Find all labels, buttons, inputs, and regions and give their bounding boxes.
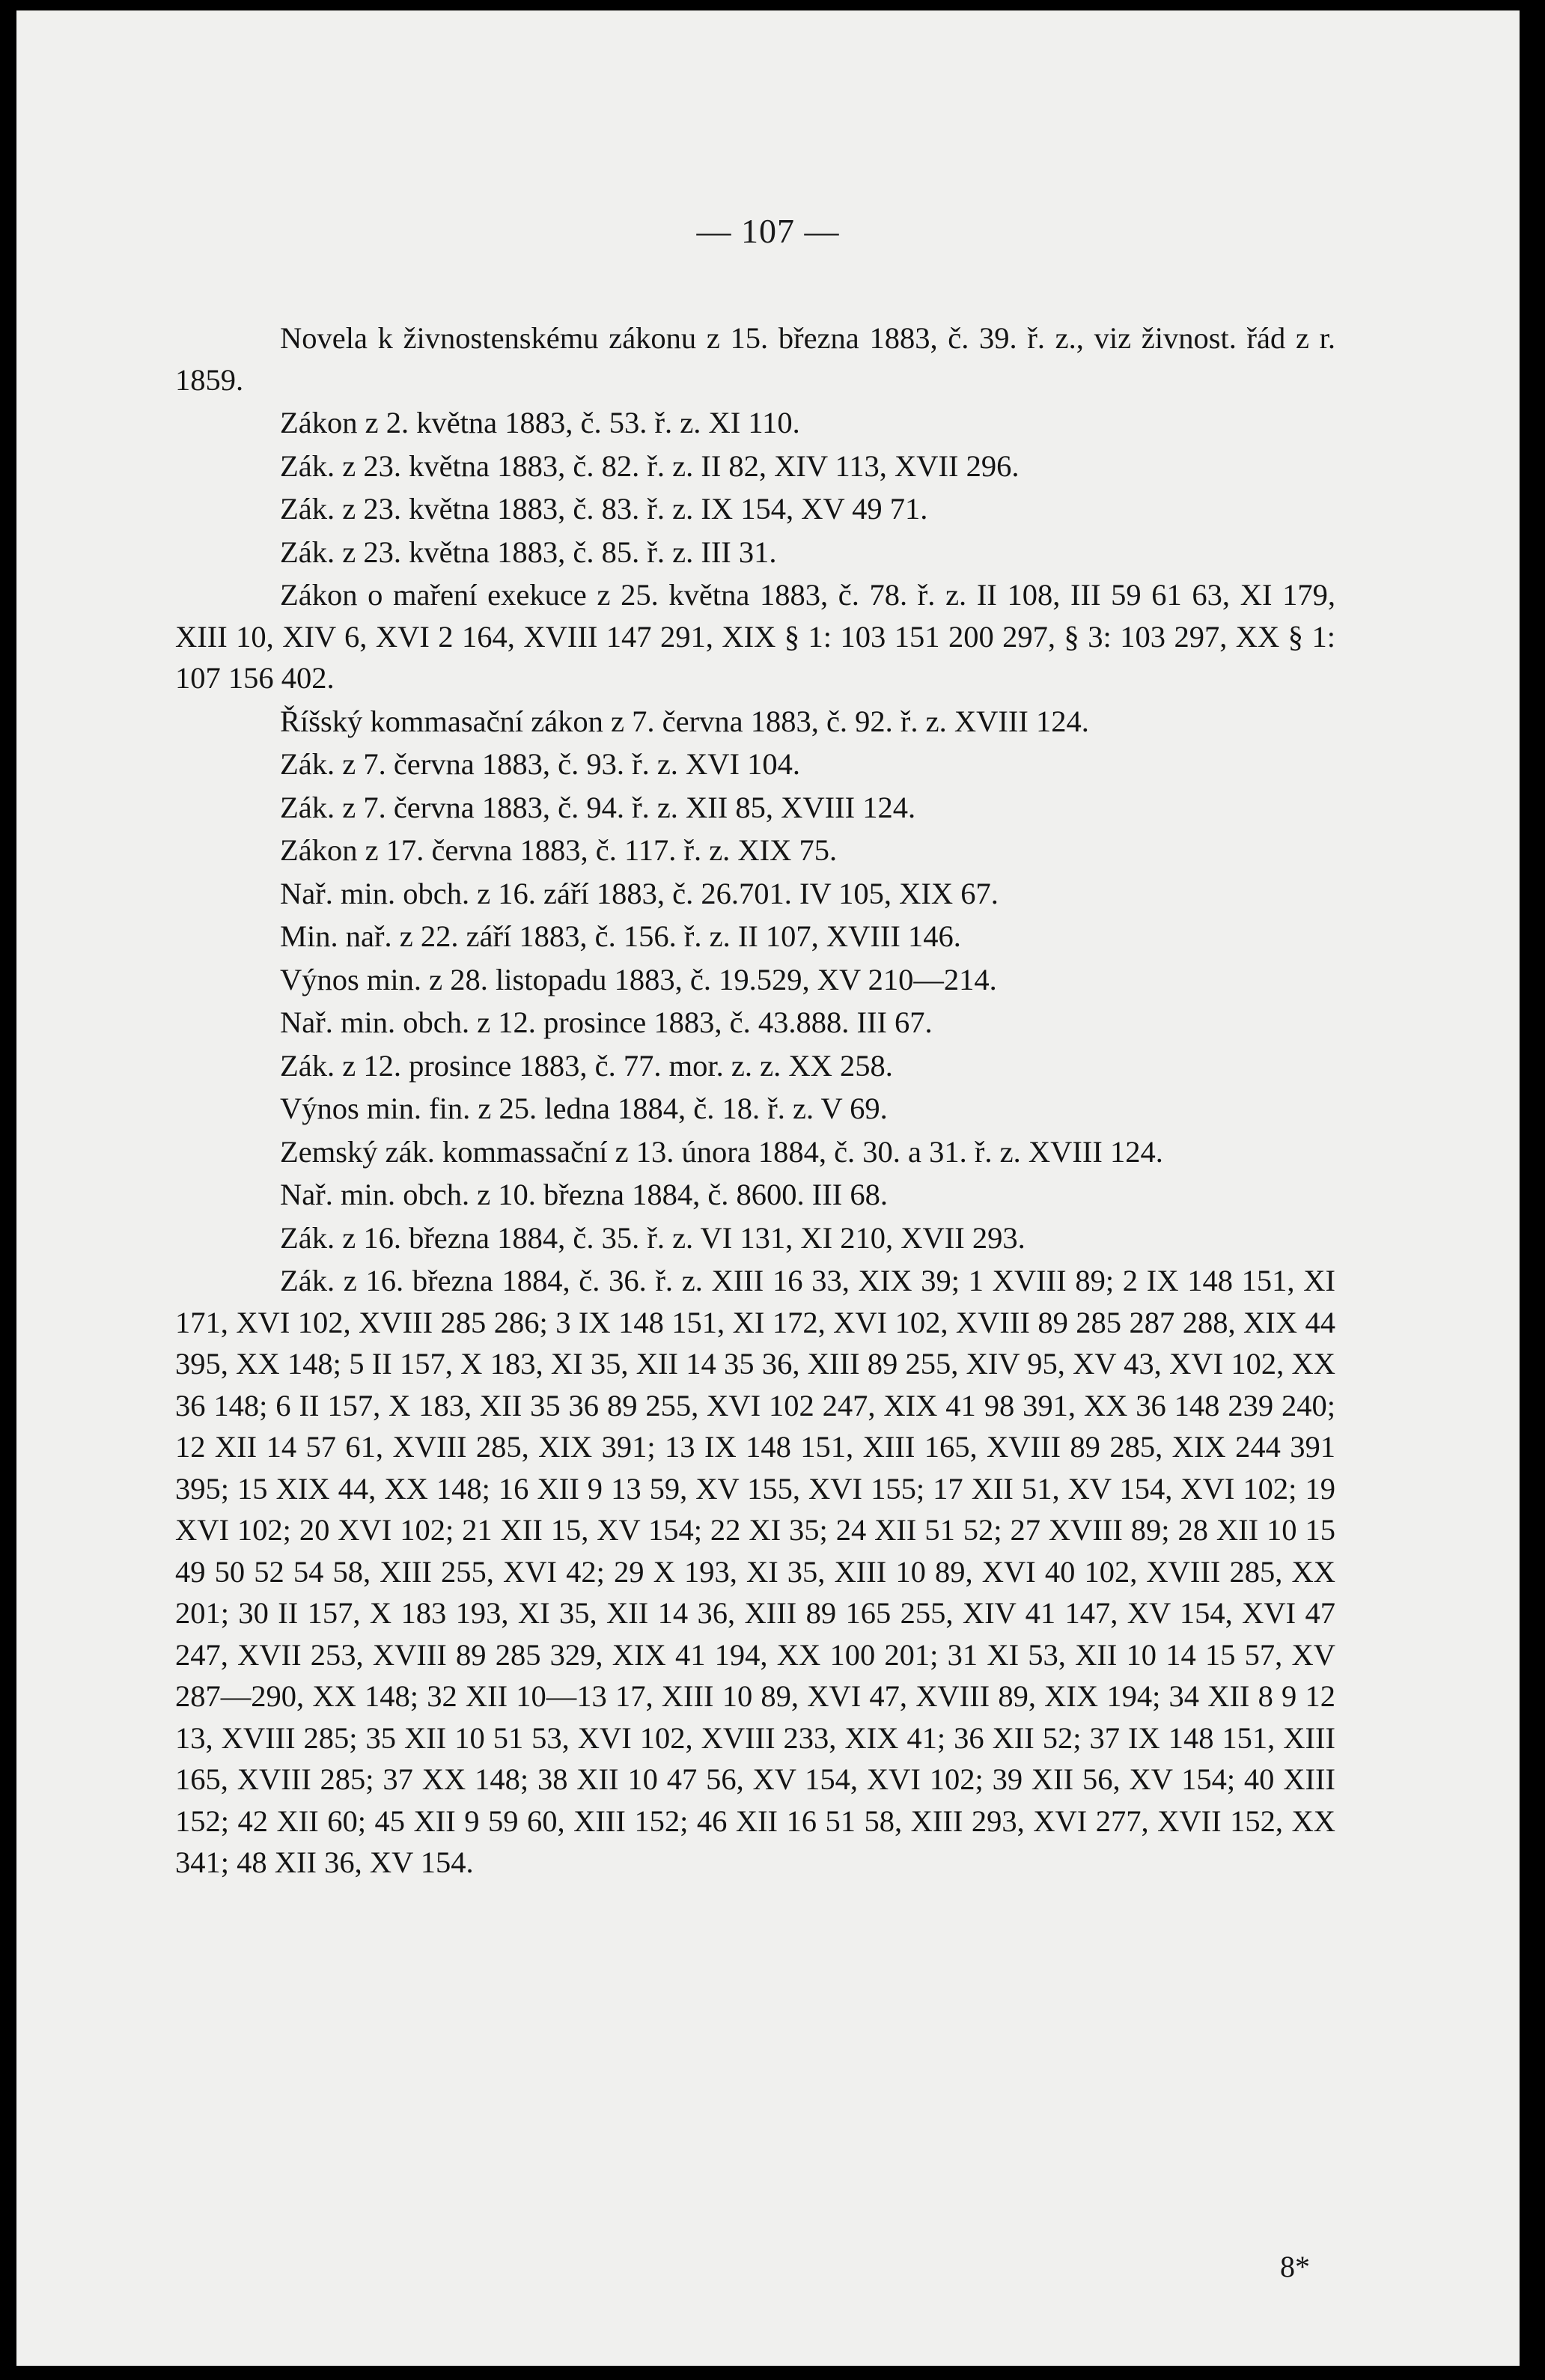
index-entries — [175, 317, 1335, 1885]
index-entry: Nař. min. obch. z 10. března 1884, č. 8600. III 68. — [280, 1178, 889, 1211]
index-entry: Zák. z 7. června 1883, č. 94. ř. z. XII 85, XVIII 124. — [280, 790, 916, 824]
page-number: — 107 — — [696, 212, 840, 250]
index-entry: Říšský kommasační zákon z 7. června 1883, č. 92. ř. z. XVIII 124. — [280, 704, 1089, 738]
index-entry: Novela k živnostenskému zákonu z 15. března 1883, č. 39. ř. z., viz živnost. řád z r. 1859. — [175, 321, 1335, 397]
index-entry: Nař. min. obch. z 16. září 1883, č. 26.701. IV 105, XIX 67. — [280, 876, 999, 910]
index-entry: Zák. z 7. června 1883, č. 93. ř. z. XVI 104. — [280, 747, 801, 781]
index-entry: Zákon o maření exekuce z 25. května 1883, č. 78. ř. z. II 108, III 59 61 63, XI 179, XIII 10, XIV 6, XVI 2 164, XVIII 147 291, XIX § 1: 103 151 200 297, § 3: 103 297, XX § 1: 107 156 402. — [175, 578, 1335, 695]
index-entry: Výnos min. z 28. listopadu 1883, č. 19.529, XV 210—214. — [280, 962, 997, 996]
index-entry: Zákon z 2. května 1883, č. 53. ř. z. XI 110. — [280, 406, 800, 439]
book-page — [16, 10, 1520, 2366]
index-entry: Nař. min. obch. z 12. prosince 1883, č. 43.888. III 67. — [280, 1005, 933, 1039]
index-entry: Min. nař. z 22. září 1883, č. 156. ř. z. II 107, XVIII 146. — [280, 919, 961, 953]
index-entry: Zák. z 12. prosince 1883, č. 77. mor. z. z. XX 258. — [280, 1048, 893, 1083]
index-entry: Zák. z 23. května 1883, č. 83. ř. z. IX 154, XV 49 71. — [280, 492, 928, 526]
index-entry: Zák. z 16. března 1884, č. 36. ř. z. XIII 16 33, XIX 39; 1 XVIII 89; 2 IX 148 151, XI 171, XVI 102, XVIII 285 286; 3 IX 148 151, XI 172, XVI 102, XVIII 89 285 287 288, XIX 44 395, XX 148; 5 II 157, X 183, XI 35, XII 14 35 36, XIII 89 255, XIV 95, XV 43, XVI 102, XX 36 148; 6 II 157, X 183, XII 35 36 89 255, XVI 102 247, XIX 41 98 391, XX 36 148 239 240; 12 XII 14 57 61, XVIII 285, XIX 391; 13 IX 148 151, XIII 165, XVIII 89 285, XIX 244 391 395; 15 XIX 44, XX 148; 16 XII 9 13 59, XV 155, XVI 155; 17 XII 51, XV 154, XVI 102; 19 XVI 102; 20 XVI 102; 21 XII 15, XV 154; 22 XI 35; 24 XII 51 52; 27 XVIII 89; 28 XII 10 15 49 50 52 54 58, XIII 255, XVI 42; 29 X 193, XI 35, XIII 10 89, XVI 40 102, XVIII 285, XX 201; 30 II 157, X 183 193, XI 35, XII 14 36, XIII 89 165 255, XIV 41 147, XV 154, XVI 47 247, XVII 253, XVIII 89 285 329, XIX 41 194, XX 100 201; 31 XI 53, XII 10 14 15 57, XV 287—290, XX 148; 32 XII 10—13 17, XIII 10 89, XVI 47, XVIII 89, XIX 194; 34 XII 8 9 12 13, XVIII 285; 35 XII 10 51 53, XVI 102, XVIII 233, XIX 41; 36 XII 52; 37 IX 148 151, XIII 165, XVIII 285; 37 XX 148; 38 XII 10 47 56, XV 154, XVI 102; 39 XII 56, XV 154; 40 XIII 152; 42 XII 60; 45 XII 9 59 60, XIII 152; 46 XII 16 51 58, XIII 293, XVI 277, XVII 152, XX 341; 48 XII 36, XV 154. — [175, 1264, 1335, 1879]
index-entry: Výnos min. fin. z 25. ledna 1884, č. 18. ř. z. V 69. — [280, 1092, 888, 1125]
index-entry: Zák. z 16. března 1884, č. 35. ř. z. VI 131, XI 210, XVII 293. — [280, 1220, 1026, 1255]
index-entry: Zákon z 17. června 1883, č. 117. ř. z. XIX 75. — [280, 833, 838, 867]
sheet-signature: 8* — [1280, 2250, 1310, 2283]
index-entry: Zák. z 23. května 1883, č. 82. ř. z. II 82, XIV 113, XVII 296. — [280, 448, 1020, 483]
index-entry: Zemský zák. kommassační z 13. února 1884, č. 30. a 31. ř. z. XVIII 124. — [280, 1134, 1163, 1169]
index-entry: Zák. z 23. května 1883, č. 85. ř. z. III 31. — [280, 535, 777, 569]
